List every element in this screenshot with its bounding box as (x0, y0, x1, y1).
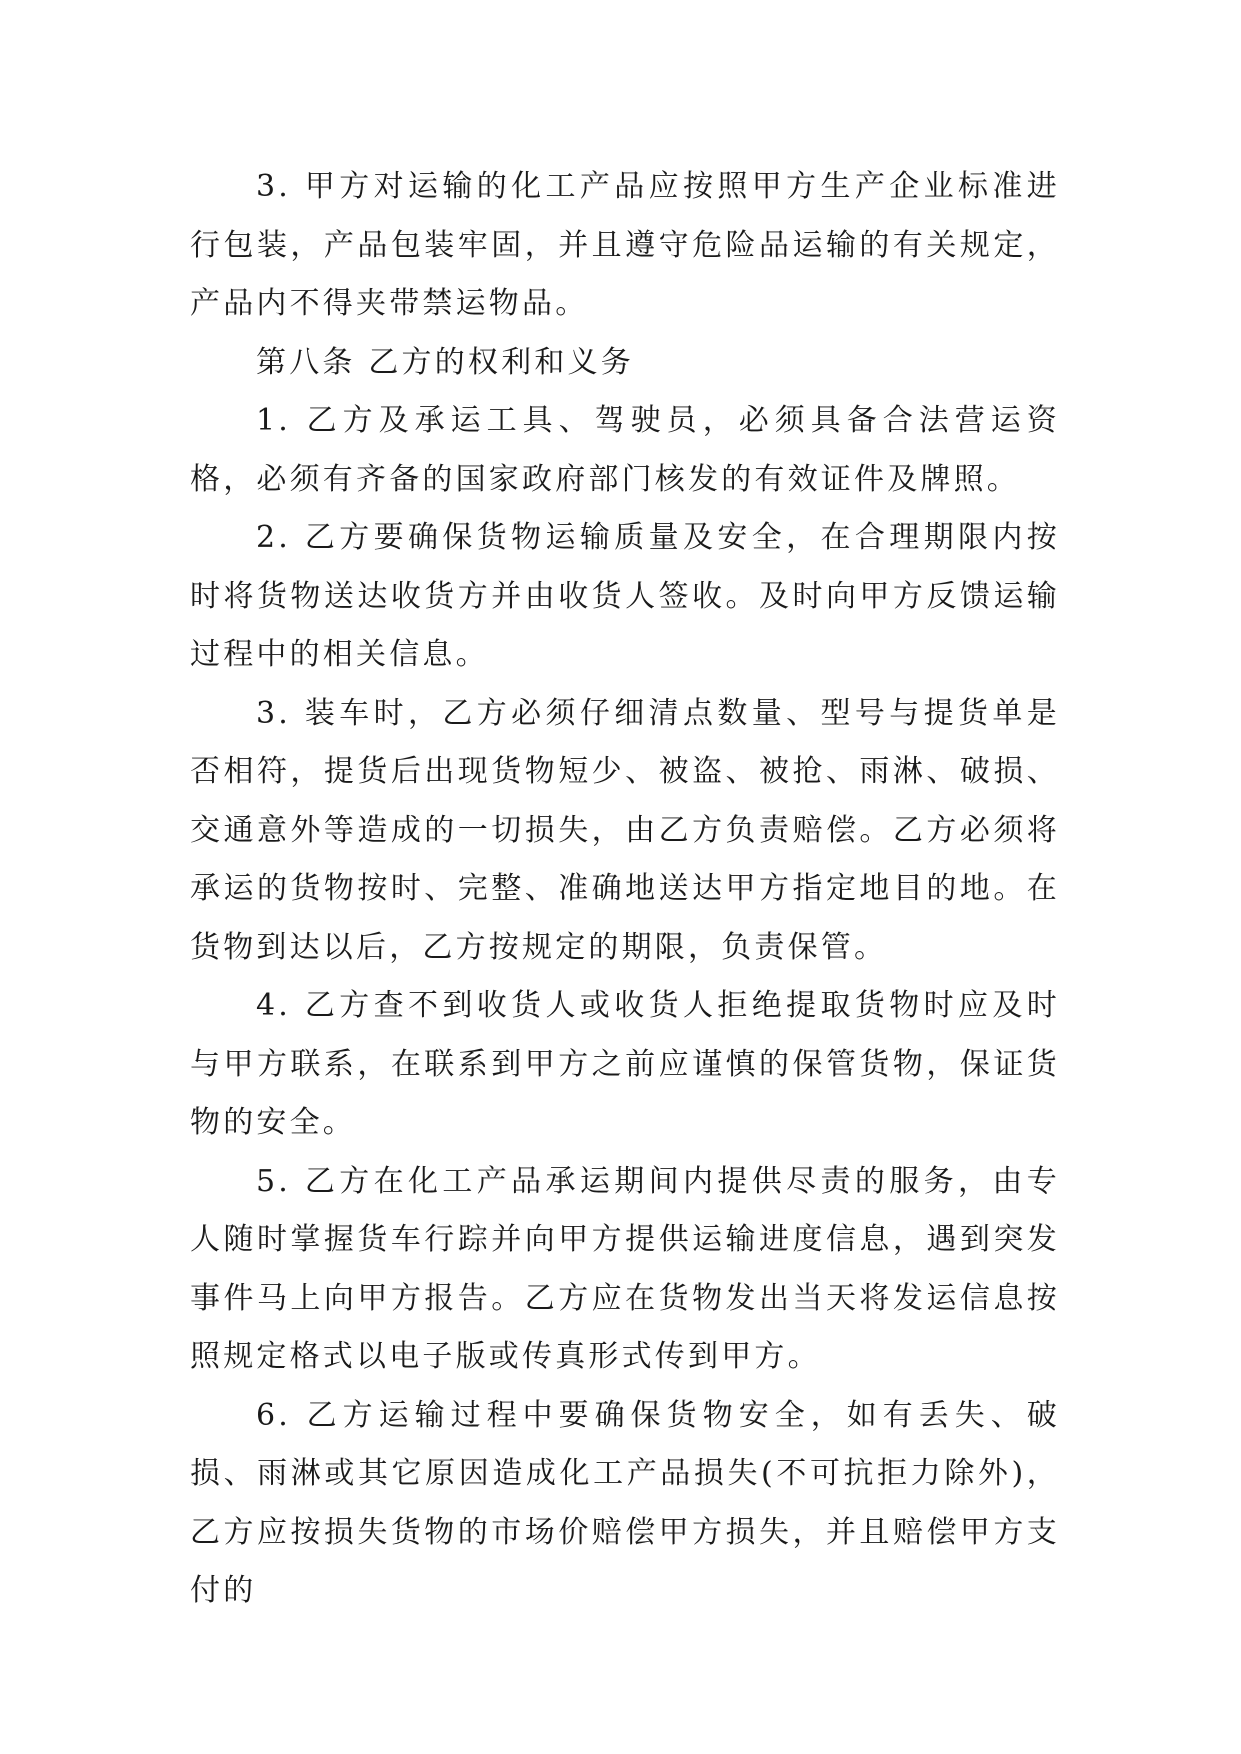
paragraph-item-4-recipient: 4. 乙方查不到收货人或收货人拒绝提取货物时应及时与甲方联系，在联系到甲方之前应谨慎的保管货物，保证货物的安全。 (190, 988, 1060, 1140)
section-heading-article-8: 第八条 乙方的权利和义务 (256, 344, 634, 380)
paragraph-item-2-delivery: 2. 乙方要确保货物运输质量及安全，在合理期限内按时将货物送达收货方并由收货人签收。及时向甲方反馈运输过程中的相关信息。 (190, 520, 1060, 672)
paragraph-item-3-loading: 3. 装车时，乙方必须仔细清点数量、型号与提货单是否相符，提货后出现货物短少、被盗、被抢、雨淋、破损、交通意外等造成的一切损失，由乙方负责赔偿。乙方必须将承运的货物按时、完整、准确地送达甲方指定地目的地。在货物到达以后，乙方按规定的期限，负责保管。 (190, 695, 1060, 965)
paragraph-item-1-qualification: 1. 乙方及承运工具、驾驶员，必须具备合法营运资格，必须有齐备的国家政府部门核发的有效证件及牌照。 (190, 403, 1060, 497)
document-body (190, 158, 1060, 1621)
paragraph-item-5-service: 5. 乙方在化工产品承运期间内提供尽责的服务，由专人随时掌握货车行踪并向甲方提供运输进度信息，遇到突发事件马上向甲方报告。乙方应在货物发出当天将发运信息按照规定格式以电子版或传真形式传到甲方。 (190, 1163, 1060, 1374)
paragraph-item-6-compensation: 6. 乙方运输过程中要确保货物安全，如有丢失、破损、雨淋或其它原因造成化工产品损失(不可抗拒力除外)，乙方应按损失货物的市场价赔偿甲方损失，并且赔偿甲方支付的 (190, 1397, 1060, 1608)
paragraph-item-3-packaging: 3. 甲方对运输的化工产品应按照甲方生产企业标准进行包装，产品包装牢固，并且遵守危险品运输的有关规定，产品内不得夹带禁运物品。 (190, 169, 1060, 321)
